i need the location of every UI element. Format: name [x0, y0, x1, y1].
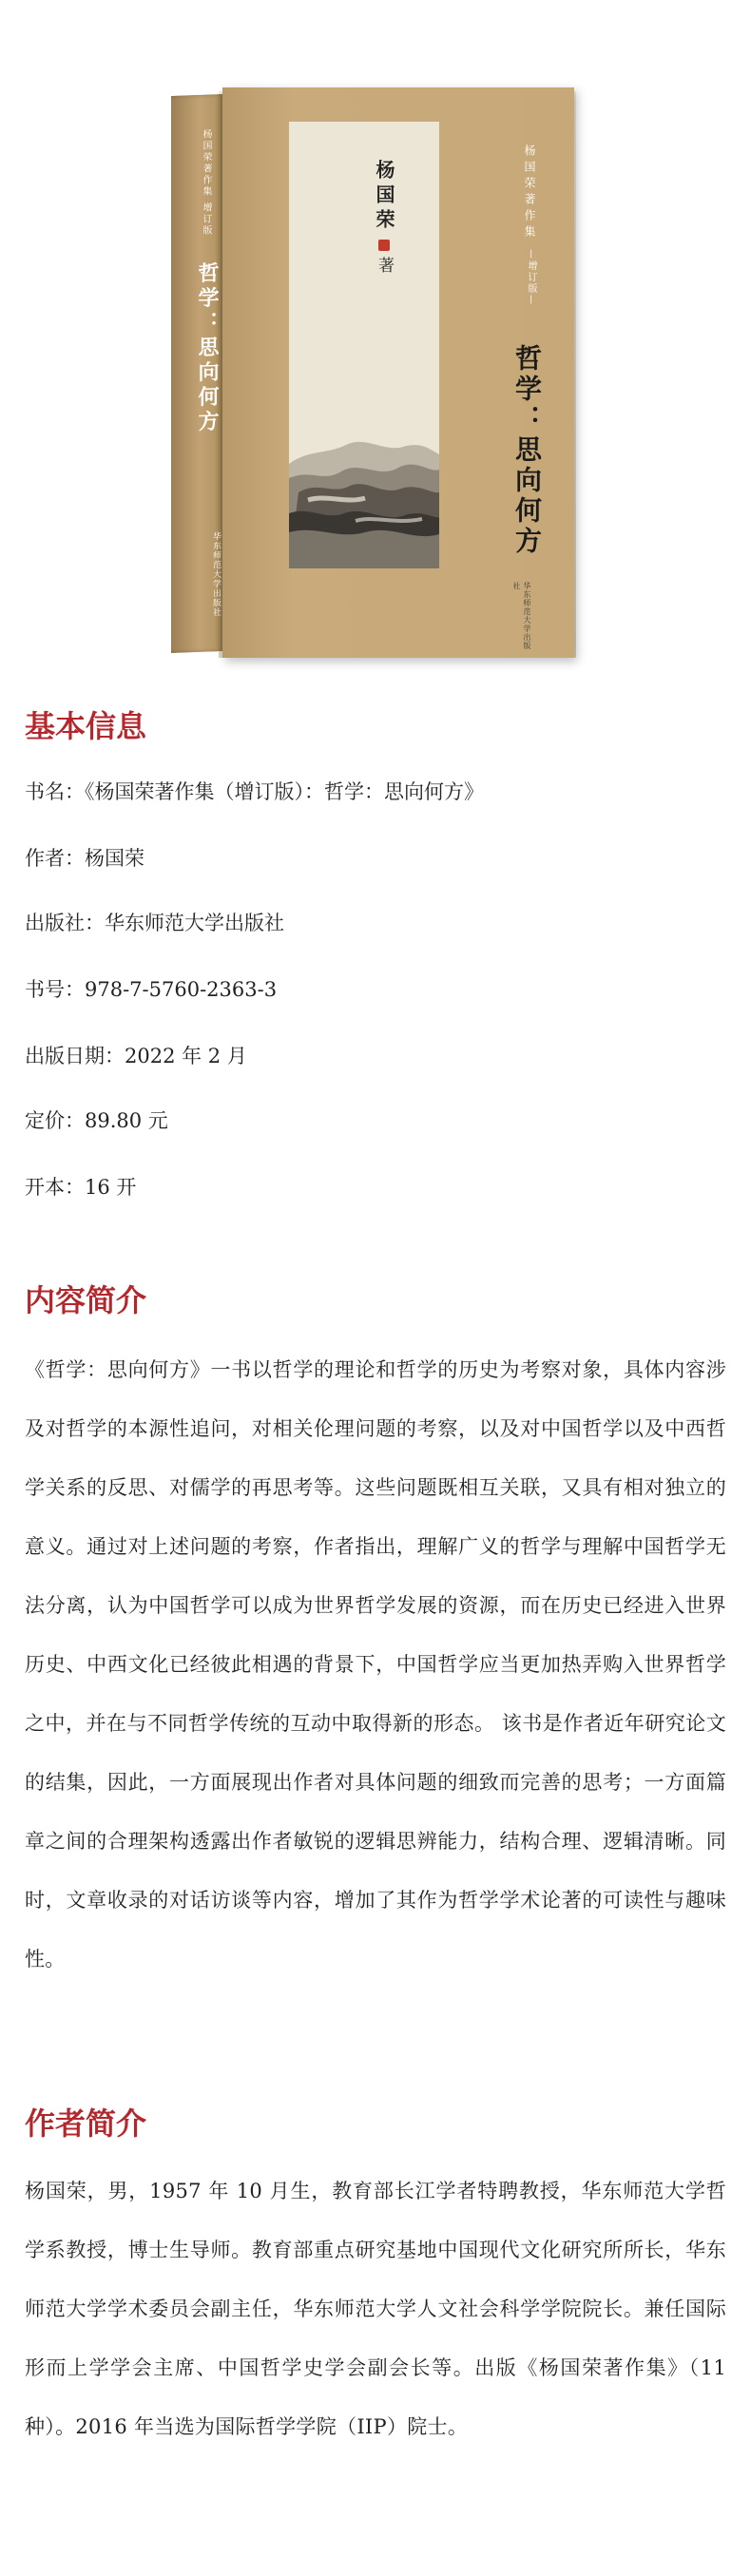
cover-edition: — 增订版 — [524, 249, 538, 306]
author-intro-section [25, 2105, 726, 2456]
cover-series: 杨国荣著作集 [523, 144, 536, 241]
book-front-cover [222, 87, 574, 658]
book-cover-image [171, 87, 589, 662]
cover-title: 哲学：思向何方 [511, 344, 543, 557]
cover-publisher: 华东师范大学出版社 [512, 582, 531, 650]
basic-info-heading: 基本信息 [25, 708, 147, 744]
info-price: 定价：89.80 元 [25, 1109, 168, 1132]
cover-author-name: 杨国荣 [373, 160, 395, 234]
cover-author-suffix: 著 [375, 257, 394, 279]
info-title: 书名：《杨国荣著作集（增订版）：哲学：思向何方》 [25, 780, 484, 803]
seal-icon [378, 240, 390, 251]
ink-landscape-painting [289, 426, 439, 568]
spine-title: 哲学：思向何方 [195, 261, 220, 436]
cover-author [371, 160, 398, 279]
info-isbn: 书号：978-7-5760-2363-3 [25, 978, 278, 1001]
spine-series: 杨国荣著作集 增订版 [201, 128, 211, 238]
author-intro-text: 杨国荣，男，1957 年 10 月生，教育部长江学者特聘教授，华东师范大学哲学系教授，博士生导师。教育部重点研究基地中国现代文化研究所所长，华东师范大学学术委员会副主任，华东师范大学人文社会科学学院院长。兼任国际形而上学学会主席、中国哲学史学会副会长等。出版《杨国荣著作集》（11 种）。2016 年当选为国际哲学学院（IIP）院士。 [25, 2180, 726, 2438]
book-spine [171, 94, 222, 653]
info-format: 开本：16 开 [25, 1176, 137, 1199]
spine-publisher: 华东师范大学出版社 [211, 531, 221, 618]
content-intro-text: 《哲学：思向何方》一书以哲学的理论和哲学的历史为考察对象，具体内容涉及对哲学的本源性追问，对相关伦理问题的考察，以及对中国哲学以及中西哲学关系的反思、对儒学的再思考等。这些问题既相互关联，又具有相对独立的意义。通过对上述问题的考察，作者指出，理解广义的哲学与理解中国哲学无法分离，认为中国哲学可以成为世界哲学发展的资源，而在历史已经进入世界历史、中西文化已经彼此相遇的背景下，中国哲学应当更加热弄购入世界哲学之中，并在与不同哲学传统的互动中取得新的形态。 该书是作者近年研究论文的结集，因此，一方面展现出作者对具体问题的细致而完善的思考；一方面篇章之间的合理架构透露出作者敏锐的逻辑思辨能力，结构合理、逻辑清晰。同时，文章收录的对话访谈等内容，增加了其作为哲学学术论著的可读性与趣味性。 [25, 1358, 726, 1970]
content-intro-heading: 内容简介 [25, 1282, 147, 1318]
content-intro-section [25, 1281, 726, 1989]
cover-panel [289, 122, 439, 568]
basic-info-section [25, 707, 726, 1199]
info-publisher: 出版社：华东师范大学出版社 [25, 912, 284, 934]
info-publish-date: 出版日期：2022 年 2 月 [25, 1045, 247, 1067]
info-author: 作者：杨国荣 [25, 847, 144, 870]
author-intro-heading: 作者简介 [25, 2105, 147, 2142]
